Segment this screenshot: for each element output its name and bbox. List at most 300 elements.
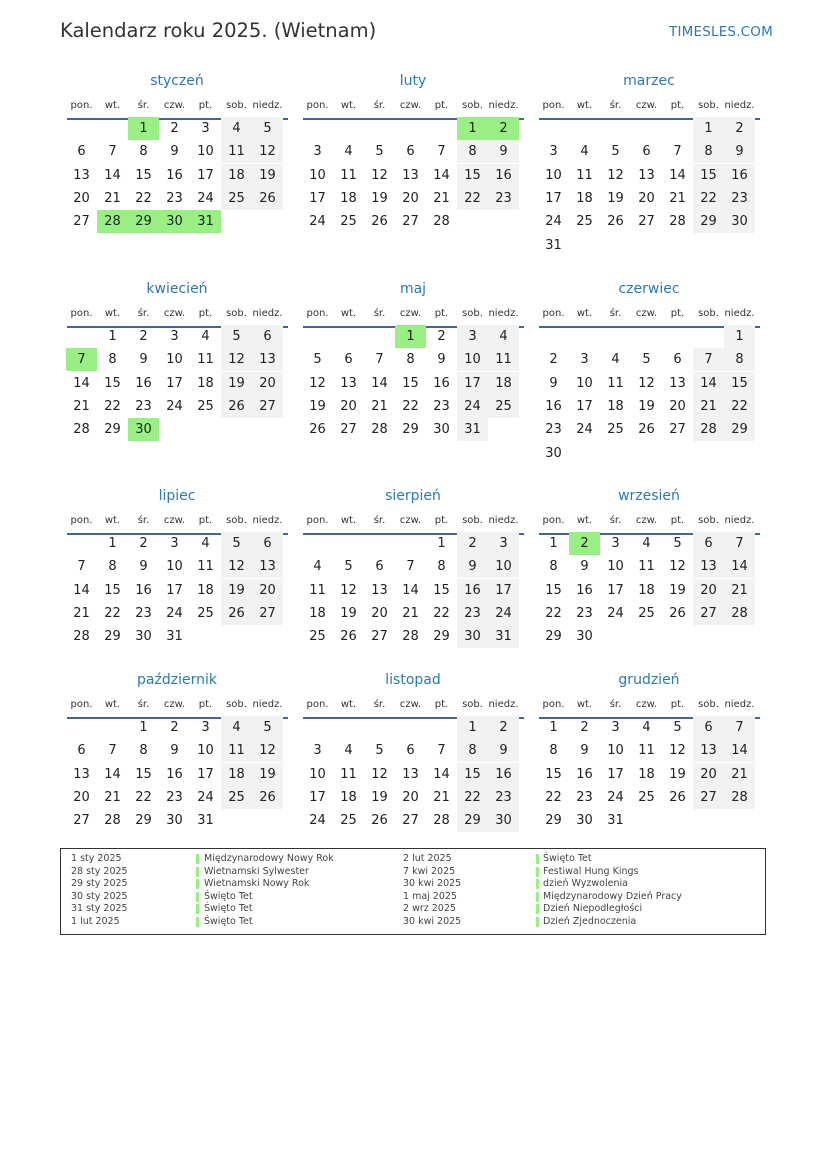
day-cell[interactable]: 13: [638, 167, 655, 183]
day-cell[interactable]: 20: [252, 372, 283, 395]
day-cell[interactable]: 11: [607, 375, 624, 391]
day-cell[interactable]: 15: [104, 375, 121, 391]
day-cell[interactable]: 5: [313, 352, 322, 368]
day-cell[interactable]: 4: [488, 325, 519, 348]
day-cell[interactable]: 3: [170, 536, 179, 551]
day-cell[interactable]: 12: [252, 739, 283, 762]
day-cell[interactable]: 16: [433, 375, 450, 391]
holiday-day-cell[interactable]: 28: [97, 210, 128, 233]
day-cell[interactable]: 25: [340, 214, 357, 230]
day-cell[interactable]: 7: [406, 559, 415, 575]
day-cell[interactable]: 7: [693, 348, 724, 371]
day-cell[interactable]: 8: [549, 559, 558, 575]
day-cell[interactable]: 17: [166, 582, 183, 598]
day-cell[interactable]: 19: [669, 766, 686, 782]
day-cell[interactable]: 23: [724, 187, 755, 210]
day-cell[interactable]: 1: [549, 536, 558, 551]
day-cell[interactable]: 28: [433, 813, 450, 829]
day-cell[interactable]: 14: [724, 555, 755, 578]
day-cell[interactable]: 8: [693, 140, 724, 163]
day-cell[interactable]: 3: [488, 532, 519, 555]
day-cell[interactable]: 1: [108, 329, 117, 344]
day-cell[interactable]: 4: [580, 144, 589, 160]
day-cell[interactable]: 26: [221, 395, 252, 418]
day-cell[interactable]: 10: [197, 144, 214, 160]
day-cell[interactable]: 22: [457, 786, 488, 809]
day-cell[interactable]: 6: [693, 532, 724, 555]
day-cell[interactable]: 15: [135, 167, 152, 183]
day-cell[interactable]: 13: [340, 375, 357, 391]
holiday-day-cell[interactable]: 1: [128, 117, 159, 140]
day-cell[interactable]: 24: [457, 395, 488, 418]
day-cell[interactable]: 21: [433, 190, 450, 206]
day-cell[interactable]: 28: [73, 422, 90, 438]
day-cell[interactable]: 14: [104, 766, 121, 782]
day-cell[interactable]: 19: [221, 579, 252, 602]
day-cell[interactable]: 22: [135, 789, 152, 805]
day-cell[interactable]: 10: [457, 348, 488, 371]
day-cell[interactable]: 17: [309, 190, 326, 206]
day-cell[interactable]: 20: [402, 789, 419, 805]
day-cell[interactable]: 29: [545, 813, 562, 829]
day-cell[interactable]: 20: [252, 579, 283, 602]
day-cell[interactable]: 13: [693, 555, 724, 578]
day-cell[interactable]: 25: [309, 629, 326, 645]
day-cell[interactable]: 10: [607, 743, 624, 759]
day-cell[interactable]: 27: [402, 813, 419, 829]
day-cell[interactable]: 9: [724, 140, 755, 163]
day-cell[interactable]: 10: [309, 167, 326, 183]
day-cell[interactable]: 1: [139, 720, 148, 735]
day-cell[interactable]: 19: [371, 789, 388, 805]
day-cell[interactable]: 13: [693, 739, 724, 762]
day-cell[interactable]: 25: [638, 789, 655, 805]
day-cell[interactable]: 29: [693, 210, 724, 233]
day-cell[interactable]: 7: [437, 743, 446, 759]
day-cell[interactable]: 12: [638, 375, 655, 391]
day-cell[interactable]: 26: [638, 422, 655, 438]
day-cell[interactable]: 21: [693, 395, 724, 418]
day-cell[interactable]: 14: [693, 372, 724, 395]
day-cell[interactable]: 18: [197, 375, 214, 391]
day-cell[interactable]: 5: [221, 532, 252, 555]
day-cell[interactable]: 8: [139, 743, 148, 759]
day-cell[interactable]: 17: [166, 375, 183, 391]
day-cell[interactable]: 18: [340, 190, 357, 206]
holiday-day-cell[interactable]: 31: [190, 210, 221, 233]
day-cell[interactable]: 8: [139, 144, 148, 160]
day-cell[interactable]: 23: [135, 398, 152, 414]
day-cell[interactable]: 28: [371, 422, 388, 438]
day-cell[interactable]: 16: [135, 375, 152, 391]
day-cell[interactable]: 3: [201, 720, 210, 735]
day-cell[interactable]: 27: [638, 214, 655, 230]
day-cell[interactable]: 17: [197, 766, 214, 782]
day-cell[interactable]: 9: [170, 144, 179, 160]
day-cell[interactable]: 9: [139, 559, 148, 575]
day-cell[interactable]: 29: [135, 813, 152, 829]
day-cell[interactable]: 21: [371, 398, 388, 414]
holiday-day-cell[interactable]: 7: [66, 348, 97, 371]
day-cell[interactable]: 15: [104, 582, 121, 598]
day-cell[interactable]: 15: [457, 164, 488, 187]
day-cell[interactable]: 25: [340, 813, 357, 829]
day-cell[interactable]: 22: [433, 605, 450, 621]
day-cell[interactable]: 18: [221, 164, 252, 187]
day-cell[interactable]: 14: [104, 167, 121, 183]
day-cell[interactable]: 20: [402, 190, 419, 206]
day-cell[interactable]: 12: [309, 375, 326, 391]
day-cell[interactable]: 9: [139, 352, 148, 368]
day-cell[interactable]: 25: [576, 214, 593, 230]
day-cell[interactable]: 12: [221, 348, 252, 371]
day-cell[interactable]: 30: [135, 629, 152, 645]
day-cell[interactable]: 25: [221, 187, 252, 210]
day-cell[interactable]: 19: [309, 398, 326, 414]
holiday-day-cell[interactable]: 29: [128, 210, 159, 233]
day-cell[interactable]: 13: [402, 167, 419, 183]
day-cell[interactable]: 26: [252, 187, 283, 210]
day-cell[interactable]: 5: [673, 536, 682, 551]
day-cell[interactable]: 26: [221, 602, 252, 625]
day-cell[interactable]: 6: [344, 352, 353, 368]
day-cell[interactable]: 5: [611, 144, 620, 160]
day-cell[interactable]: 28: [73, 629, 90, 645]
day-cell[interactable]: 27: [693, 786, 724, 809]
day-cell[interactable]: 26: [669, 605, 686, 621]
day-cell[interactable]: 30: [724, 210, 755, 233]
day-cell[interactable]: 4: [642, 536, 651, 551]
day-cell[interactable]: 31: [607, 813, 624, 829]
day-cell[interactable]: 6: [252, 325, 283, 348]
day-cell[interactable]: 30: [488, 809, 519, 832]
day-cell[interactable]: 10: [166, 352, 183, 368]
day-cell[interactable]: 12: [607, 167, 624, 183]
day-cell[interactable]: 8: [406, 352, 415, 368]
day-cell[interactable]: 27: [340, 422, 357, 438]
day-cell[interactable]: 4: [611, 352, 620, 368]
day-cell[interactable]: 14: [73, 375, 90, 391]
day-cell[interactable]: 20: [371, 605, 388, 621]
day-cell[interactable]: 4: [313, 559, 322, 575]
day-cell[interactable]: 26: [607, 214, 624, 230]
day-cell[interactable]: 6: [642, 144, 651, 160]
day-cell[interactable]: 9: [580, 743, 589, 759]
day-cell[interactable]: 18: [638, 582, 655, 598]
day-cell[interactable]: 17: [607, 766, 624, 782]
day-cell[interactable]: 30: [576, 813, 593, 829]
day-cell[interactable]: 11: [488, 348, 519, 371]
day-cell[interactable]: 22: [457, 187, 488, 210]
day-cell[interactable]: 4: [201, 536, 210, 551]
day-cell[interactable]: 25: [221, 786, 252, 809]
day-cell[interactable]: 4: [642, 720, 651, 735]
day-cell[interactable]: 25: [638, 605, 655, 621]
day-cell[interactable]: 11: [221, 140, 252, 163]
day-cell[interactable]: 13: [73, 766, 90, 782]
day-cell[interactable]: 26: [252, 786, 283, 809]
day-cell[interactable]: 24: [197, 190, 214, 206]
day-cell[interactable]: 10: [309, 766, 326, 782]
day-cell[interactable]: 14: [724, 739, 755, 762]
day-cell[interactable]: 7: [108, 743, 117, 759]
day-cell[interactable]: 16: [135, 582, 152, 598]
day-cell[interactable]: 9: [457, 555, 488, 578]
day-cell[interactable]: 28: [693, 418, 724, 441]
day-cell[interactable]: 8: [457, 739, 488, 762]
day-cell[interactable]: 23: [166, 190, 183, 206]
day-cell[interactable]: 26: [669, 789, 686, 805]
day-cell[interactable]: 9: [488, 140, 519, 163]
day-cell[interactable]: 8: [724, 348, 755, 371]
day-cell[interactable]: 20: [638, 190, 655, 206]
day-cell[interactable]: 23: [576, 605, 593, 621]
day-cell[interactable]: 16: [457, 579, 488, 602]
day-cell[interactable]: 11: [576, 167, 593, 183]
day-cell[interactable]: 31: [457, 418, 488, 441]
day-cell[interactable]: 4: [221, 716, 252, 739]
day-cell[interactable]: 8: [437, 559, 446, 575]
day-cell[interactable]: 19: [638, 398, 655, 414]
day-cell[interactable]: 14: [371, 375, 388, 391]
day-cell[interactable]: 18: [607, 398, 624, 414]
day-cell[interactable]: 1: [108, 536, 117, 551]
day-cell[interactable]: 3: [580, 352, 589, 368]
day-cell[interactable]: 11: [221, 739, 252, 762]
day-cell[interactable]: 29: [545, 629, 562, 645]
day-cell[interactable]: 6: [77, 743, 86, 759]
day-cell[interactable]: 23: [166, 789, 183, 805]
day-cell[interactable]: 9: [580, 559, 589, 575]
day-cell[interactable]: 29: [402, 422, 419, 438]
day-cell[interactable]: 6: [406, 144, 415, 160]
day-cell[interactable]: 15: [545, 582, 562, 598]
holiday-day-cell[interactable]: 1: [395, 325, 426, 348]
day-cell[interactable]: 1: [437, 536, 446, 551]
day-cell[interactable]: 24: [488, 602, 519, 625]
day-cell[interactable]: 12: [669, 743, 686, 759]
day-cell[interactable]: 26: [371, 214, 388, 230]
day-cell[interactable]: 1: [693, 117, 724, 140]
day-cell[interactable]: 17: [607, 582, 624, 598]
day-cell[interactable]: 5: [375, 144, 384, 160]
day-cell[interactable]: 29: [433, 629, 450, 645]
holiday-day-cell[interactable]: 30: [128, 418, 159, 441]
day-cell[interactable]: 28: [433, 214, 450, 230]
day-cell[interactable]: 19: [340, 605, 357, 621]
day-cell[interactable]: 19: [669, 582, 686, 598]
day-cell[interactable]: 12: [371, 167, 388, 183]
day-cell[interactable]: 6: [673, 352, 682, 368]
day-cell[interactable]: 27: [669, 422, 686, 438]
day-cell[interactable]: 20: [340, 398, 357, 414]
day-cell[interactable]: 20: [73, 190, 90, 206]
day-cell[interactable]: 28: [402, 629, 419, 645]
day-cell[interactable]: 1: [457, 716, 488, 739]
day-cell[interactable]: 24: [607, 605, 624, 621]
day-cell[interactable]: 12: [340, 582, 357, 598]
day-cell[interactable]: 17: [309, 789, 326, 805]
day-cell[interactable]: 27: [252, 602, 283, 625]
day-cell[interactable]: 23: [488, 187, 519, 210]
day-cell[interactable]: 5: [252, 716, 283, 739]
day-cell[interactable]: 9: [437, 352, 446, 368]
day-cell[interactable]: 24: [607, 789, 624, 805]
holiday-day-cell[interactable]: 1: [457, 117, 488, 140]
day-cell[interactable]: 13: [73, 167, 90, 183]
day-cell[interactable]: 24: [309, 813, 326, 829]
day-cell[interactable]: 17: [576, 398, 593, 414]
day-cell[interactable]: 18: [576, 190, 593, 206]
day-cell[interactable]: 2: [139, 329, 148, 344]
day-cell[interactable]: 20: [73, 789, 90, 805]
day-cell[interactable]: 16: [488, 164, 519, 187]
day-cell[interactable]: 4: [344, 743, 353, 759]
day-cell[interactable]: 23: [545, 422, 562, 438]
day-cell[interactable]: 13: [371, 582, 388, 598]
day-cell[interactable]: 11: [638, 559, 655, 575]
day-cell[interactable]: 2: [139, 536, 148, 551]
day-cell[interactable]: 18: [488, 372, 519, 395]
day-cell[interactable]: 12: [669, 559, 686, 575]
day-cell[interactable]: 2: [549, 352, 558, 368]
day-cell[interactable]: 24: [166, 398, 183, 414]
day-cell[interactable]: 23: [433, 398, 450, 414]
day-cell[interactable]: 11: [197, 352, 214, 368]
day-cell[interactable]: 19: [252, 164, 283, 187]
day-cell[interactable]: 15: [693, 164, 724, 187]
day-cell[interactable]: 6: [406, 743, 415, 759]
day-cell[interactable]: 21: [724, 579, 755, 602]
day-cell[interactable]: 18: [221, 763, 252, 786]
day-cell[interactable]: 3: [611, 536, 620, 551]
day-cell[interactable]: 31: [197, 813, 214, 829]
day-cell[interactable]: 30: [433, 422, 450, 438]
day-cell[interactable]: 18: [638, 766, 655, 782]
day-cell[interactable]: 14: [669, 167, 686, 183]
day-cell[interactable]: 10: [607, 559, 624, 575]
day-cell[interactable]: 5: [642, 352, 651, 368]
day-cell[interactable]: 7: [724, 532, 755, 555]
day-cell[interactable]: 21: [104, 789, 121, 805]
day-cell[interactable]: 24: [309, 214, 326, 230]
day-cell[interactable]: 25: [197, 605, 214, 621]
day-cell[interactable]: 8: [108, 559, 117, 575]
day-cell[interactable]: 2: [488, 716, 519, 739]
day-cell[interactable]: 27: [693, 602, 724, 625]
day-cell[interactable]: 27: [371, 629, 388, 645]
day-cell[interactable]: 14: [73, 582, 90, 598]
day-cell[interactable]: 25: [197, 398, 214, 414]
day-cell[interactable]: 29: [724, 418, 755, 441]
day-cell[interactable]: 28: [724, 602, 755, 625]
day-cell[interactable]: 6: [693, 716, 724, 739]
day-cell[interactable]: 18: [340, 789, 357, 805]
holiday-day-cell[interactable]: 2: [488, 117, 519, 140]
day-cell[interactable]: 27: [252, 395, 283, 418]
day-cell[interactable]: 31: [545, 237, 562, 253]
day-cell[interactable]: 26: [309, 422, 326, 438]
day-cell[interactable]: 13: [402, 766, 419, 782]
day-cell[interactable]: 16: [576, 582, 593, 598]
day-cell[interactable]: 7: [108, 144, 117, 160]
day-cell[interactable]: 5: [375, 743, 384, 759]
day-cell[interactable]: 11: [340, 167, 357, 183]
day-cell[interactable]: 5: [344, 559, 353, 575]
day-cell[interactable]: 9: [170, 743, 179, 759]
day-cell[interactable]: 29: [457, 809, 488, 832]
day-cell[interactable]: 5: [673, 720, 682, 735]
day-cell[interactable]: 22: [545, 789, 562, 805]
day-cell[interactable]: 18: [197, 582, 214, 598]
day-cell[interactable]: 15: [545, 766, 562, 782]
brand-link[interactable]: TIMESLES.COM: [669, 24, 773, 40]
day-cell[interactable]: 22: [402, 398, 419, 414]
day-cell[interactable]: 22: [135, 190, 152, 206]
day-cell[interactable]: 31: [488, 625, 519, 648]
day-cell[interactable]: 13: [252, 555, 283, 578]
day-cell[interactable]: 16: [166, 766, 183, 782]
day-cell[interactable]: 16: [488, 763, 519, 786]
day-cell[interactable]: 25: [607, 422, 624, 438]
day-cell[interactable]: 30: [457, 625, 488, 648]
day-cell[interactable]: 1: [724, 325, 755, 348]
day-cell[interactable]: 15: [724, 372, 755, 395]
day-cell[interactable]: 23: [457, 602, 488, 625]
day-cell[interactable]: 23: [576, 789, 593, 805]
day-cell[interactable]: 6: [77, 144, 86, 160]
day-cell[interactable]: 11: [340, 766, 357, 782]
day-cell[interactable]: 16: [724, 164, 755, 187]
day-cell[interactable]: 8: [549, 743, 558, 759]
day-cell[interactable]: 21: [73, 398, 90, 414]
day-cell[interactable]: 12: [221, 555, 252, 578]
day-cell[interactable]: 2: [170, 720, 179, 735]
day-cell[interactable]: 12: [252, 140, 283, 163]
day-cell[interactable]: 7: [673, 144, 682, 160]
day-cell[interactable]: 5: [221, 325, 252, 348]
day-cell[interactable]: 3: [170, 329, 179, 344]
day-cell[interactable]: 22: [693, 187, 724, 210]
day-cell[interactable]: 15: [457, 763, 488, 786]
day-cell[interactable]: 28: [669, 214, 686, 230]
day-cell[interactable]: 30: [545, 445, 562, 461]
day-cell[interactable]: 15: [433, 582, 450, 598]
day-cell[interactable]: 21: [669, 190, 686, 206]
day-cell[interactable]: 21: [73, 605, 90, 621]
day-cell[interactable]: 22: [104, 398, 121, 414]
day-cell[interactable]: 4: [344, 144, 353, 160]
day-cell[interactable]: 21: [402, 605, 419, 621]
day-cell[interactable]: 2: [724, 117, 755, 140]
day-cell[interactable]: 10: [576, 375, 593, 391]
day-cell[interactable]: 7: [724, 716, 755, 739]
day-cell[interactable]: 13: [252, 348, 283, 371]
day-cell[interactable]: 11: [638, 743, 655, 759]
day-cell[interactable]: 14: [433, 766, 450, 782]
day-cell[interactable]: 4: [201, 329, 210, 344]
day-cell[interactable]: 21: [724, 763, 755, 786]
day-cell[interactable]: 7: [77, 559, 86, 575]
day-cell[interactable]: 21: [433, 789, 450, 805]
day-cell[interactable]: 25: [488, 395, 519, 418]
day-cell[interactable]: 31: [166, 629, 183, 645]
day-cell[interactable]: 20: [693, 763, 724, 786]
holiday-day-cell[interactable]: 2: [569, 532, 600, 555]
day-cell[interactable]: 3: [549, 144, 558, 160]
day-cell[interactable]: 9: [549, 375, 558, 391]
day-cell[interactable]: 30: [166, 813, 183, 829]
